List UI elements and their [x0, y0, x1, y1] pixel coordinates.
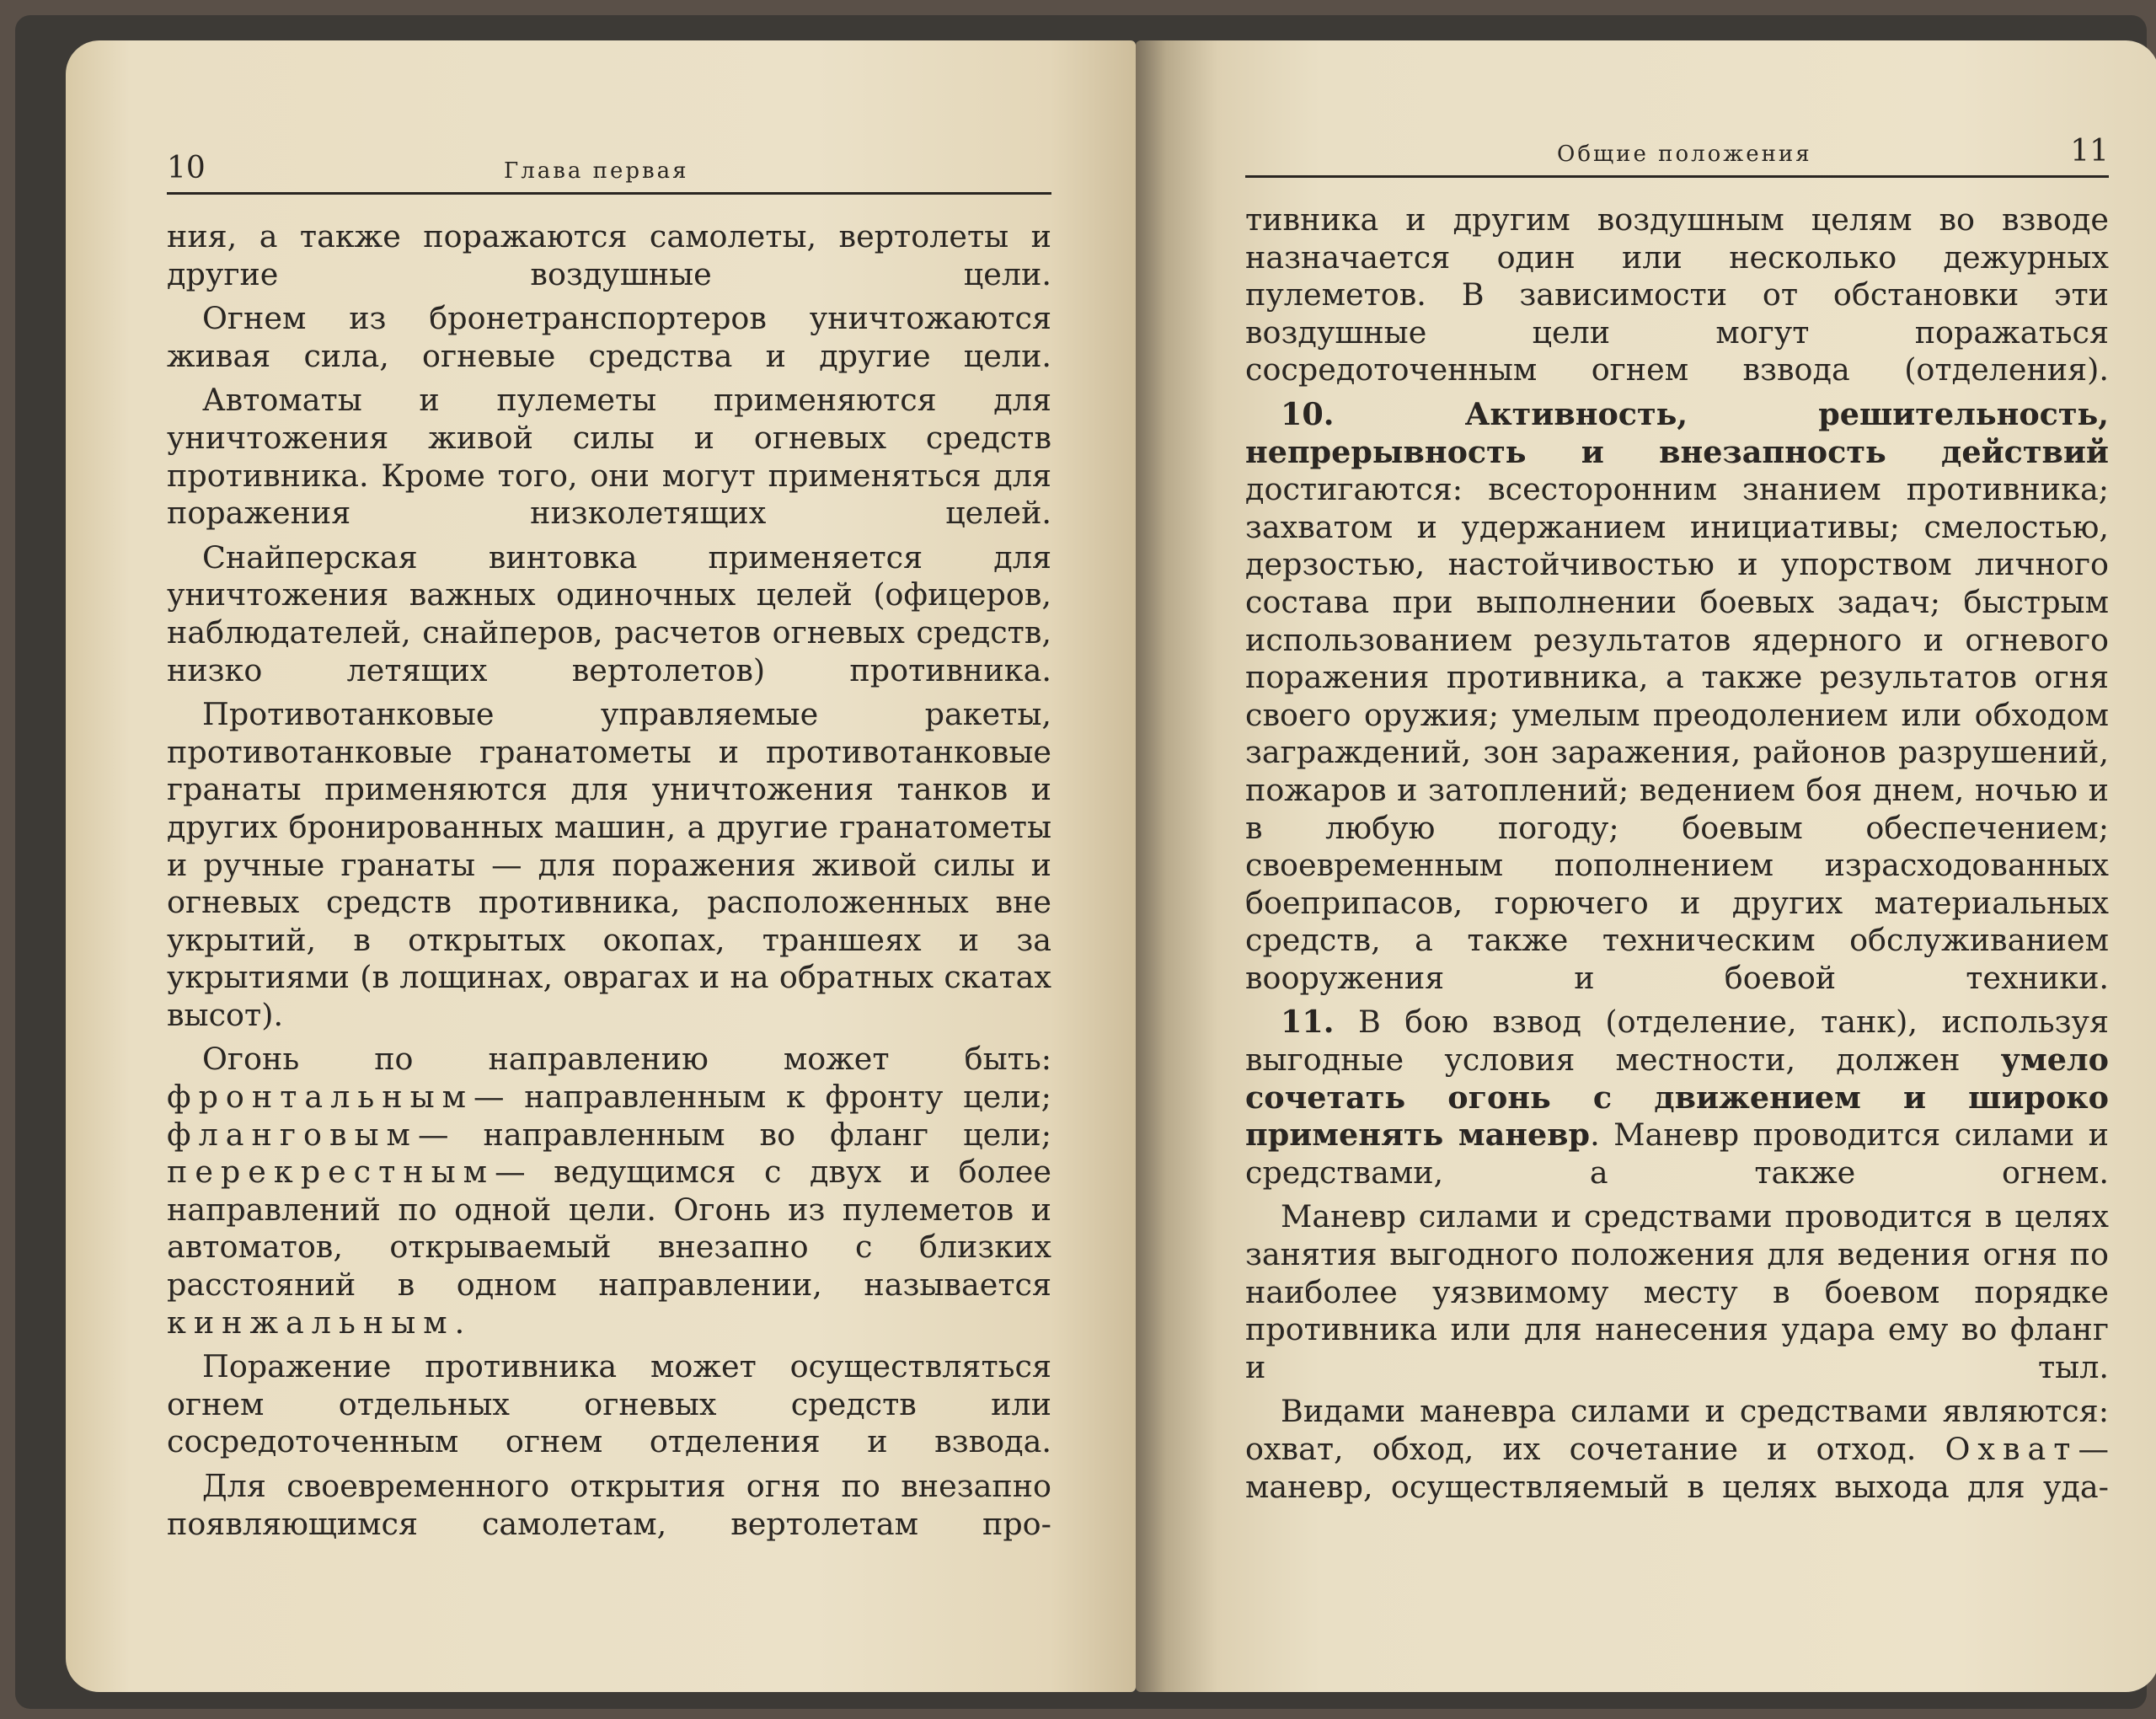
right-running-head: [1245, 125, 2109, 178]
text-run: Огонь по направлению может быть:: [202, 1041, 1051, 1078]
text-run: — ведущимся с двух и более направлений по одной цели. Огонь из пулеметов и автоматов, открываемый внезапно с близких расстояний в одном направлении, называется: [167, 1154, 1051, 1304]
text-run: . Маневр проводится силами и средствами, а также огнем.: [1245, 1117, 2109, 1191]
text-run: — маневр, осуществляемый в целях выхода для уда-: [1245, 1431, 2109, 1505]
paragraph: Поражение противника может осуществляться огнем отдельных огневых средств или сосредоточенным огнем отделения и взвода.: [167, 1348, 1051, 1460]
paragraph-section-10: [1245, 396, 2109, 998]
section-10-heading: 10. Активность, решительность, непрерывность и внезапность действий: [1245, 395, 2109, 470]
paragraph: Для своевременного открытия огня по внезапно появляющимся самолетам, вертолетам про-: [167, 1468, 1051, 1542]
section-11-emphasis: умело сочетать огонь с движением и широко применять маневр: [1245, 1042, 2109, 1154]
paragraph: Снайперская винтовка применяется для уничтожения важных одиночных целей (офицеров, наблюдателей, снайперов, расчетов огневых средств, низко летящих вертолетов) противника.: [167, 538, 1051, 688]
section-title: Общие положения: [1557, 142, 1812, 167]
text-run: достигаются: всесторонним знанием противника; захватом и удержанием инициативы; смелостью, дерзостью, настойчивостью и упорством личного состава при выполнении боевых задач; быстрым использованием результатов ядерного и огневого поражения противника, а также результатов огня своего оружия; умелым преодолением или обходом заграждений, зон заражения, районов разрушений, пожаров и затоплений; ведением боя днем, ночью и в любую погоду; боевым обеспечением; своевременным пополнением израсходованных боеприпасов, горючего и других материальных средств, а также техническим обслуживанием вооружения и боевой техники.: [1245, 471, 2109, 996]
term-frontal: фронтальным: [167, 1079, 474, 1116]
paragraph: Огнем из бронетранспортеров уничтожаются живая сила, огневые средства и другие цели.: [167, 300, 1051, 374]
term-envelopment: Охват: [1945, 1431, 2078, 1467]
page-number-left: 10: [167, 151, 206, 185]
paragraph: Противотанковые управляемые ракеты, противотанковые гранатометы и противотанковые гранаты применяются для уничтожения танков и других бронированных машин, а другие гранатометы и ручные гранаты — для поражения живой силы и огневых средств противника, расположенных вне укрытий, в открытых окопах, траншеях и за укрытиями (в лощинах, оврагах и на обратных скатах высот).: [167, 696, 1051, 1033]
paragraph-maneuver-types: [1245, 1393, 2109, 1506]
text-run: — направленным во фланг цели;: [417, 1116, 1051, 1153]
paragraph-section-11: [1245, 1004, 2109, 1192]
paragraph: ния, а также поражаются самолеты, вертолеты и другие воздушные цели.: [167, 218, 1051, 292]
left-page: [66, 40, 1136, 1692]
term-dagger: кинжальным: [167, 1304, 455, 1341]
text-run: Видами маневра силами и средствами являются: охват, обход, их сочетание и отход.: [1245, 1393, 2109, 1467]
section-11-number: 11.: [1281, 1004, 1335, 1041]
text-run: .: [454, 1304, 465, 1341]
book-spread: [15, 15, 2147, 1709]
paragraph: Маневр силами и средствами проводится в целях занятия выгодного положения для ведения огня по наиболее уязвимому месту в боевом порядке противника или для нанесения удара ему во фланг и тыл.: [1245, 1198, 2109, 1385]
page-number-right: 11: [2070, 134, 2109, 169]
term-flank: фланговым: [167, 1116, 418, 1153]
paragraph-fire-direction: [167, 1041, 1051, 1341]
term-cross: перекрестным: [167, 1154, 495, 1191]
left-running-head: [167, 142, 1051, 195]
text-run: — направленным к фронту цели;: [473, 1079, 1051, 1116]
chapter-title: Глава первая: [504, 158, 689, 184]
paragraph: Автоматы и пулеметы применяются для уничтожения живой силы и огневых средств противника. Кроме того, они могут применяться для поражения низколетящих целей.: [167, 382, 1051, 532]
paragraph: тивника и другим воздушным целям во взводе назначается один или несколько дежурных пулеметов. В зависимости от обстановки эти воздушные цели могут поражаться сосредоточенным огнем взвода (отделения).: [1245, 201, 2109, 388]
right-page: [1136, 40, 2156, 1692]
text-run: В бою взвод (отделение, танк), используя выгодные условия местности, должен: [1245, 1004, 2109, 1079]
